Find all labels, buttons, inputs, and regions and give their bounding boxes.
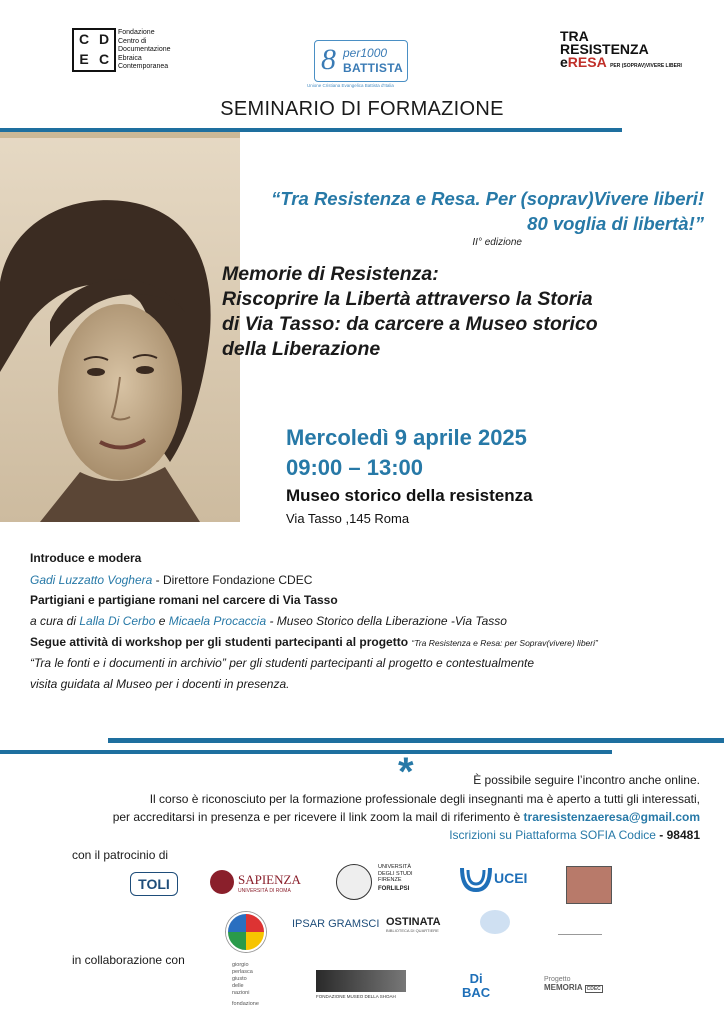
circular-color-logo (226, 912, 266, 952)
progetto-label: Progetto (544, 976, 571, 983)
perlasca-line: delle (232, 983, 244, 989)
program-curators (30, 614, 507, 628)
asterisk-icon: * (398, 750, 414, 794)
title-line: della Liberazione (222, 338, 381, 360)
curated-prefix: a cura di (30, 614, 80, 628)
ostinata-sub: BIBLIOTECA DI QUARTIERE (386, 928, 439, 933)
perlasca-line: giusto (232, 976, 247, 982)
contact-email-link[interactable]: traresistenzaeresa@gmail.com (523, 810, 700, 824)
perlasca-fondazione: fondazione (232, 1001, 259, 1007)
sapienza-logo (210, 868, 302, 900)
trr-small: PER (SOPRAV)VIVERE LIBERI (610, 63, 682, 69)
ucei-logo (458, 862, 538, 902)
sofia-prefix: Iscrizioni su Piattaforma SOFIA Codice (449, 828, 660, 842)
curator-name: Micaela Procaccia (168, 614, 267, 628)
unifi-line: FIRENZE (378, 877, 402, 883)
cdec-line: Documentazione (118, 46, 171, 54)
shoah-building-icon (316, 970, 406, 992)
program-fonti-1 (30, 656, 534, 670)
unifi-line: UNIVERSITÀ (378, 864, 412, 870)
memoria-row (544, 983, 606, 992)
otto-number: 8 (321, 43, 336, 76)
seminario-title: SEMINARIO DI FORMAZIONE (220, 98, 504, 120)
event-subtitle (170, 186, 704, 236)
via-tasso-museum-logo (566, 866, 612, 904)
cdec-letter: D (98, 31, 110, 47)
fonti-line: “Tra le fonti e i documenti in archivio” per gli studenti partecipanti al progetto e contestualmente (30, 656, 535, 670)
perlasca-line: giorgio (232, 962, 249, 968)
title-line: di Via Tasso: da carcere a Museo storico (222, 313, 598, 335)
shoah-name: FONDAZIONE MUSEO DELLA SHOAH (316, 994, 396, 999)
cdec-line: Centro di (118, 37, 147, 45)
sapienza-name: SAPIENZA (238, 872, 301, 887)
program-introduce (30, 551, 141, 565)
memoria-cdec: CDEC (586, 986, 601, 992)
otto-per-mille-subtext: Unione Cristiana Evangelica Battista d'Italia (307, 83, 394, 88)
patrocinio-label: con il patrocinio di (72, 848, 169, 862)
memoria-label: MEMORIA (544, 983, 583, 992)
introduce-label: Introduce e modera (30, 551, 142, 565)
perlasca-line: nazioni (232, 990, 250, 996)
dibac-line: Di (469, 971, 483, 986)
ipsar-logo: IPSAR GRAMSCI (292, 918, 380, 930)
sapienza-sub: UNIVERSITÀ DI ROMA (238, 888, 291, 894)
subtitle-line: 80 voglia di libertà!” (527, 213, 704, 234)
trr-line: TRA (560, 28, 589, 44)
edizione-label: II° edizione (472, 237, 522, 248)
shoah-museum-logo (316, 970, 410, 999)
event-date: Mercoledì 9 aprile 2025 (286, 425, 527, 450)
fonti-line: visita guidata al Museo per i docenti in presenza. (30, 677, 290, 691)
cdec-letter: C (78, 31, 90, 47)
curator-name: Lalla Di Cerbo (79, 614, 156, 628)
unifi-line: DEGLI STUDI (378, 870, 413, 877)
trr-e: e (560, 54, 568, 70)
info-line2: Il corso è riconosciuto per la formazione professionale degli insegnanti ma è aperto a tutti gli interessati, (149, 792, 700, 806)
info-sofia (449, 828, 700, 842)
program-moderator (30, 573, 312, 587)
event-venue: Museo storico della resistenza (286, 486, 533, 505)
cdec-line: Contemporanea (118, 63, 169, 71)
cdec-logo-text (118, 29, 188, 72)
divider-mid (108, 738, 724, 743)
ucei-name: UCEI (494, 870, 528, 886)
progetto-memoria-logo (544, 976, 606, 992)
small-foundation-logo (558, 914, 602, 935)
cdec-line: Fondazione (118, 29, 155, 36)
workshop-text: Segue attività di workshop per gli studenti partecipanti al progetto (30, 635, 412, 649)
otto-per-mille-logo (314, 40, 408, 82)
cdec-logo (72, 28, 116, 72)
collaborazione-label: in collaborazione con (72, 953, 185, 967)
moderator-name: Gadi Luzzatto Voghera (30, 573, 153, 587)
unifi-logo (336, 862, 428, 904)
perlasca-line: perlasca (232, 969, 253, 975)
subtitle-line: “Tra Resistenza e Resa. Per (soprav)Vivere liberi! (271, 188, 704, 209)
program-talk-title (30, 593, 338, 607)
ostinata-name: OSTINATA (386, 916, 441, 928)
forlilpsi-label: FORLILPSI (378, 885, 410, 892)
tra-resistenza-logo (560, 30, 682, 69)
perlasca-logo (232, 962, 272, 1020)
workshop-project: “Tra Resistenza e Resa: per Soprav(vivere) liberi” (411, 638, 598, 648)
trr-line: RESISTENZA (560, 41, 649, 57)
seminar-title (222, 262, 702, 362)
sapienza-seal-icon (210, 870, 234, 894)
info-line3 (113, 810, 700, 824)
globe-logo-icon (480, 910, 510, 934)
program-fonti-2 (30, 677, 289, 691)
dibac-line: BAC (462, 985, 491, 1000)
curated-and: e (155, 614, 169, 628)
cdec-line: Ebraica (118, 54, 142, 62)
talk-title: Partigiani e partigiane romani nel carcere di Via Tasso (30, 593, 338, 607)
curated-suffix: - Museo Storico della Liberazione -Via Tasso (266, 614, 507, 628)
moderator-role: - Direttore Fondazione CDEC (152, 573, 313, 587)
event-time: 09:00 – 13:00 (286, 455, 423, 480)
info-line3-prefix: per accreditarsi in presenza e per ricevere il link zoom la mail di riferimento è (112, 810, 524, 824)
dibac-logo (462, 972, 490, 1000)
unifi-text (378, 864, 413, 892)
divider-low (0, 750, 612, 754)
trr-line (560, 56, 682, 69)
program-workshop (30, 635, 598, 649)
toli-logo: TOLI (130, 872, 178, 896)
sofia-code: - 98481 (659, 828, 700, 842)
otto-battista: BATTISTA (343, 61, 403, 75)
event-address: Via Tasso ,145 Roma (286, 511, 410, 526)
cdec-letter: E (79, 51, 89, 67)
ucei-icon (458, 864, 494, 896)
trr-resa: RESA (567, 54, 607, 70)
title-line: Memorie di Resistenza: (222, 263, 439, 285)
title-line: Riscoprire la Libertà attraverso la Storia (222, 288, 593, 310)
unifi-seal-icon (336, 864, 372, 900)
info-online: È possibile seguire l’incontro anche online. (473, 773, 700, 787)
ostinata-logo (386, 916, 450, 933)
cdec-letter: C (98, 51, 110, 67)
otto-per: per1000 (343, 46, 388, 60)
